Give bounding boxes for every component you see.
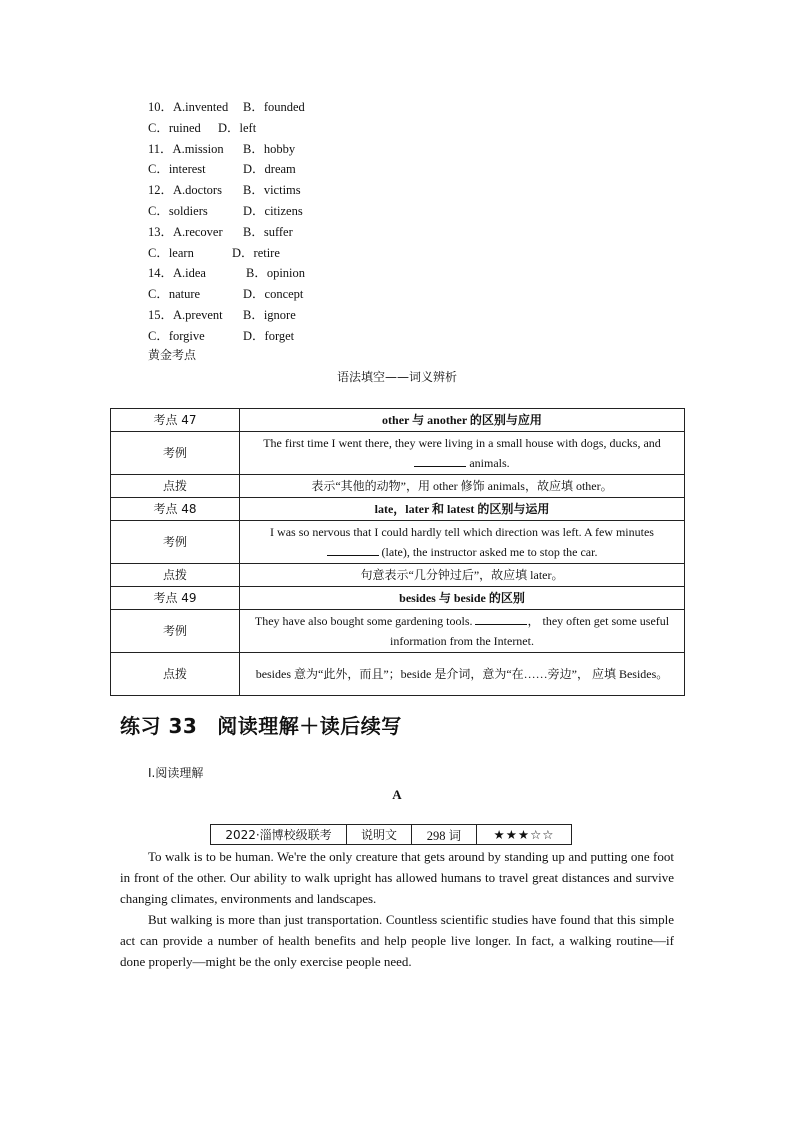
section-heading xyxy=(120,710,422,739)
option-line xyxy=(148,222,305,243)
table-row xyxy=(111,610,685,653)
option-c: C．forgive xyxy=(148,328,205,343)
option-b: B．victims xyxy=(243,183,301,198)
option-b: B．founded xyxy=(243,100,305,114)
paragraph: To walk is to be human. We're the only creature that gets around by standing up and putting one foot in front of the other. Our ability to walk upright has allowed humans to travel great distances and survive changing climates, environments and landscapes. xyxy=(120,849,674,906)
example-text: The first time I went there, they were living in a small house with dogs, ducks, and xyxy=(263,436,661,450)
key-points-table xyxy=(110,408,685,696)
word-count-cell: 298 词 xyxy=(412,825,477,845)
example-label: 考例 xyxy=(111,432,240,475)
passage-info-table xyxy=(210,824,572,845)
table-row xyxy=(111,521,685,564)
option-c: C．learn xyxy=(148,245,194,260)
option-a: 14．A.idea xyxy=(148,266,206,281)
fill-blank xyxy=(475,612,527,625)
paragraph: But walking is more than just transportation. Countless scientific studies have found that this simple act can provide a number of health benefits and help people live longer. In fact, a walking routine—if done properly—might be the only exercise people need. xyxy=(120,912,674,969)
example-sentence xyxy=(240,432,685,475)
option-c: C．interest xyxy=(148,162,206,177)
option-b: B．hobby xyxy=(243,141,296,156)
option-d: D．forget xyxy=(243,328,295,343)
option-line xyxy=(148,326,305,347)
part-label: Ⅰ.阅读理解 xyxy=(148,766,204,780)
option-c: C．nature xyxy=(148,287,201,302)
section-title: 阅读理解＋读后续写 xyxy=(217,714,402,738)
tip-text: 句意表示“几分钟过后”，故应填 later。 xyxy=(240,564,685,587)
tip-label: 点拨 xyxy=(111,475,240,498)
option-line xyxy=(148,159,305,180)
example-text: ， they often get some useful information from the Internet. xyxy=(390,614,670,648)
option-c: C．soldiers xyxy=(148,203,208,218)
option-a: 11．A.mission xyxy=(148,141,224,156)
type-cell: 说明文 xyxy=(347,825,412,845)
option-a: 15．A.prevent xyxy=(148,307,223,322)
table-row xyxy=(111,564,685,587)
option-line xyxy=(148,305,305,326)
source-cell: 2022·淄博校级联考 xyxy=(211,825,347,845)
table-row xyxy=(111,587,685,610)
option-line xyxy=(148,139,305,160)
example-sentence xyxy=(240,610,685,653)
option-c: C．ruined xyxy=(148,120,201,135)
option-line xyxy=(148,263,305,284)
option-b: B．suffer xyxy=(243,224,293,239)
table-row xyxy=(111,653,685,696)
example-text: (late), the instructor asked me to stop the car. xyxy=(378,545,598,559)
table-row xyxy=(111,498,685,521)
passage-letter: A xyxy=(392,787,402,802)
kp-title: other 与 another 的区别与应用 xyxy=(240,409,685,432)
option-line xyxy=(148,180,305,201)
example-sentence xyxy=(240,521,685,564)
table-row xyxy=(111,409,685,432)
option-a: 12．A.doctors xyxy=(148,183,222,198)
tip-label: 点拨 xyxy=(111,653,240,696)
option-d: D．citizens xyxy=(243,203,303,218)
gold-heading: 黄金考点 xyxy=(148,348,197,362)
option-line xyxy=(148,118,305,139)
option-d: D．dream xyxy=(243,162,296,177)
example-text: I was so nervous that I could hardly tell which direction was left. A few minutes xyxy=(270,525,654,539)
table-row xyxy=(111,432,685,475)
kp-title: besides 与 beside 的区别 xyxy=(240,587,685,610)
kp-label: 考点 49 xyxy=(111,587,240,610)
option-b: B．ignore xyxy=(243,307,296,322)
example-label: 考例 xyxy=(111,521,240,564)
option-line xyxy=(148,243,305,264)
reading-passage xyxy=(120,846,674,972)
answer-options xyxy=(148,97,305,347)
option-line xyxy=(148,201,305,222)
grammar-title: 语法填空——词义辨析 xyxy=(336,370,457,384)
kp-title: late，later 和 latest 的区别与运用 xyxy=(240,498,685,521)
tip-text: 表示“其他的动物”，用 other 修饰 animals，故应填 other。 xyxy=(240,475,685,498)
table-row xyxy=(211,825,572,845)
example-text: animals. xyxy=(466,456,510,470)
option-b: B．opinion xyxy=(246,266,306,281)
difficulty-rating: ★★★☆☆ xyxy=(477,825,572,845)
option-d: D．concept xyxy=(243,287,304,302)
option-line xyxy=(148,97,305,118)
table-row xyxy=(111,475,685,498)
option-d: D．left xyxy=(218,120,257,135)
tip-text: besides 意为“此外，而且”；beside 是介词，意为“在……旁边”， 应填 Besides。 xyxy=(240,653,685,696)
kp-label: 考点 48 xyxy=(111,498,240,521)
kp-label: 考点 47 xyxy=(111,409,240,432)
example-label: 考例 xyxy=(111,610,240,653)
option-a: 10．A.invented xyxy=(148,100,229,114)
example-text: They have also bought some gardening tools. xyxy=(254,614,476,628)
section-number: 练习 33 xyxy=(120,714,198,738)
option-a: 13．A.recover xyxy=(148,224,223,239)
tip-label: 点拨 xyxy=(111,564,240,587)
fill-blank xyxy=(327,543,379,556)
option-d: D．retire xyxy=(232,245,280,260)
option-line xyxy=(148,284,305,305)
fill-blank xyxy=(414,454,466,467)
